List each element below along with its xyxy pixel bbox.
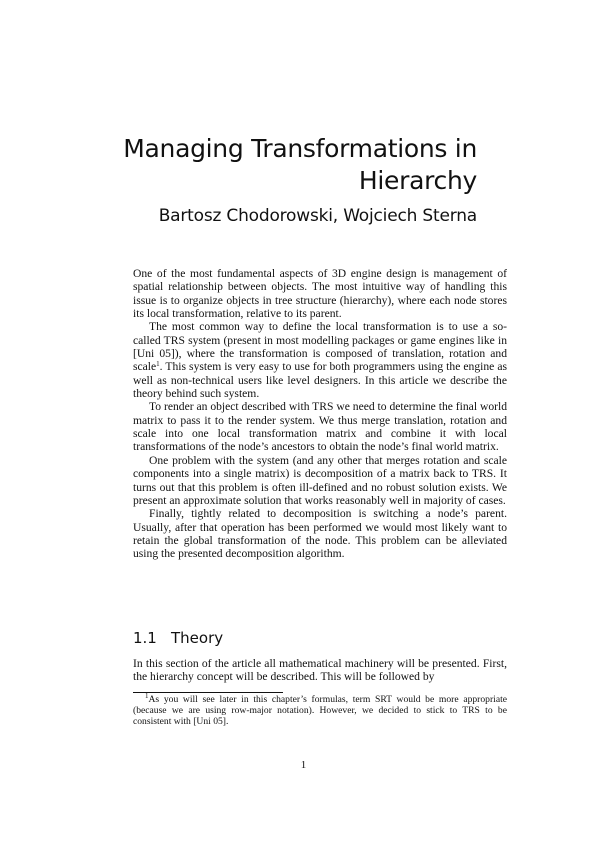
introduction-body bbox=[133, 267, 507, 561]
paragraph-4: One problem with the system (and any other that merges rotation and scale components into a single matrix) is decomposition of a matrix back to TRS. It turns out that this problem is often ill-defined and no robust solution exists. We present an approximate solution that works reasonably well in majority of cases. bbox=[133, 453, 507, 507]
paragraph-5: Finally, tightly related to decomposition is switching a node’s parent. Usually, after that operation has been performed we would most likely want to retain the global transformation of the node. This problem can be alleviated using the presented decomposition algorithm. bbox=[133, 507, 507, 561]
paragraph-1: One of the most fundamental aspects of 3D engine design is management of spatial relationship between objects. The most intuitive way of handling this issue is to organize objects in tree structure (hierarchy), where each node stores its local transformation, relative to its parent. bbox=[133, 267, 507, 321]
paragraph-2 bbox=[133, 320, 507, 400]
section-heading bbox=[133, 628, 507, 648]
title-line-2: Hierarchy bbox=[358, 166, 477, 195]
section-body bbox=[133, 657, 507, 684]
section-number: 1.1 bbox=[133, 629, 157, 647]
paragraph-2-text-a: The most common way to define the local transformation is to use a so-called TRS system (present in most modelling packages or game engines like in [Uni 05]), where the transformation is composed of translation, rotation and scale bbox=[133, 320, 507, 374]
footnote-divider bbox=[133, 692, 283, 693]
footnote bbox=[133, 694, 507, 728]
paragraph-3: To render an object described with TRS we need to determine the final world matrix to pass it to the render system. We thus merge translation, rotation and scale into one local transformation matrix and combine it with local transformations of the node’s ancestors to obtain the node’s final world matrix. bbox=[133, 400, 507, 454]
footnote-text: As you will see later in this chapter’s formulas, term SRT would be more appropriate (because we are using row-major notation). However, we decided to stick to TRS to be consistent with [Uni 05]. bbox=[133, 694, 507, 728]
paper-title bbox=[97, 133, 477, 197]
footnote-reference[interactable]: 1 bbox=[156, 360, 160, 369]
title-line-1: Managing Transformations in bbox=[123, 134, 477, 163]
footnote-mark: 1 bbox=[145, 692, 149, 700]
section-title: Theory bbox=[171, 629, 224, 647]
paper-authors: Bartosz Chodorowski, Wojciech Sterna bbox=[158, 206, 477, 226]
page-number: 1 bbox=[300, 759, 307, 771]
paragraph-2-text-b: . This system is very easy to use for both programmers using the engine as well as non-technical users like level designers. In this article we describe the theory behind such system. bbox=[133, 360, 507, 401]
section-paragraph: In this section of the article all mathematical machinery will be presented. First, the hierarchy concept will be described. This will be followed by bbox=[133, 657, 507, 684]
